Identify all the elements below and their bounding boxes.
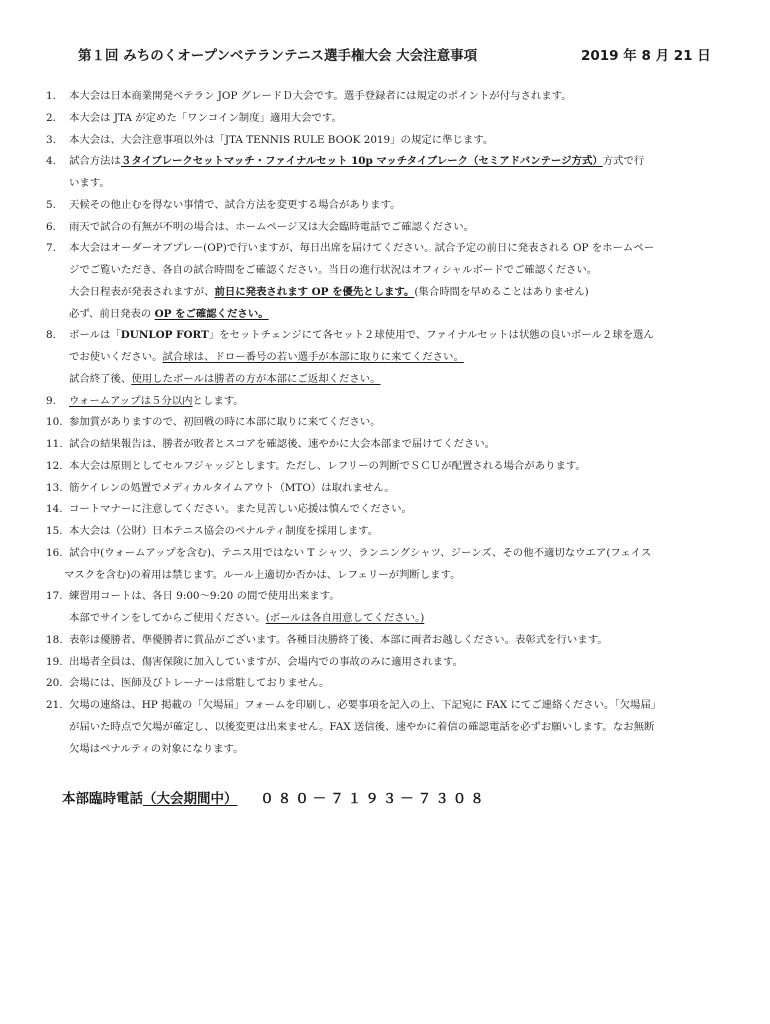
notice-text: 練習用コートは、各日 9:00～9:20 の間で使用出来ます。 <box>69 590 340 603</box>
notice-line <box>0 173 770 195</box>
notice-line <box>0 478 770 500</box>
notice-text: 試合の結果報告は、勝者が敗者とスコアを確認後、速やかに大会本部まで届けてください。 <box>69 438 496 450</box>
notice-text: 試合方法は <box>69 155 121 168</box>
notice-line <box>0 282 770 304</box>
notice-number: 11. <box>46 438 63 450</box>
notice-text: 本大会は（公財）日本テニス協会のペナルティ制度を採用します。 <box>69 525 379 537</box>
notice-line <box>0 130 770 152</box>
notice-item <box>0 325 770 390</box>
notice-text: が届いた時点で欠場が確定し、以後変更は出来ません。FAX 送信後、速やかに着信の確認電話を必ずお願いします。なお無断 <box>69 720 655 733</box>
notice-line <box>0 521 770 543</box>
hq-phone-label: 本部臨時電話 <box>62 791 143 807</box>
emphasized-text: 試合球は、ドロー番号の若い選手が本部に取りに来てください。 <box>162 351 464 363</box>
notice-line <box>0 434 770 456</box>
hq-phone-line <box>62 787 488 807</box>
notice-line <box>0 260 770 282</box>
notice-number: 19. <box>46 655 63 668</box>
notice-text: 雨天で試合の有無が不明の場合は、ホームページ又は大会臨時電話でご確認ください。 <box>69 220 475 233</box>
notice-text: 試合終了後、 <box>69 372 132 385</box>
notice-number: 17. <box>46 590 63 603</box>
notice-text: 方式で行 <box>602 155 645 168</box>
notice-item <box>0 695 770 760</box>
notice-number: 1. <box>46 90 56 102</box>
emphasized-text: DUNLOP FORT <box>120 329 209 342</box>
notice-text: ボールは「 <box>69 329 121 342</box>
emphasized-text: OP をご確認ください。 <box>154 307 269 320</box>
notice-line <box>0 412 770 434</box>
notice-number: 7. <box>46 242 56 255</box>
document-title: 第１回 みちのくオープンベテランテニス選手権大会 大会注意事項 <box>78 48 478 64</box>
notice-number: 4. <box>46 155 56 168</box>
notice-text: 参加賞がありますので、初回戦の時に本部に取りに来てください。 <box>69 416 381 429</box>
notice-item <box>0 543 770 587</box>
hq-phone-number: ０８０－７１９３－７３０８ <box>260 791 488 807</box>
notice-item <box>0 130 770 152</box>
notice-number: 12. <box>46 459 63 472</box>
notice-line <box>0 86 770 108</box>
notice-item <box>0 86 770 108</box>
notice-line <box>0 325 770 347</box>
notice-number: 20. <box>46 677 63 690</box>
notice-number: 8. <box>46 329 56 342</box>
notice-text: 天候その他止むを得ない事情で、試合方法を変更する場合があります。 <box>69 198 401 211</box>
notice-text: 」をセットチェンジにて各セット２球使用で、ファイナルセットは状態の良いボール２球を選ん <box>208 329 654 342</box>
notice-line <box>0 347 770 369</box>
notice-line <box>0 369 770 391</box>
page-header <box>78 44 738 66</box>
notice-line <box>0 304 770 326</box>
notice-text: 欠場はペナルティの対象になります。 <box>69 742 244 755</box>
notice-text: (集合時間を早めることはありません) <box>414 285 589 298</box>
notice-item <box>0 630 770 652</box>
notice-number: 21. <box>46 699 63 711</box>
notice-number: 3. <box>46 133 56 146</box>
notice-item <box>0 412 770 434</box>
notice-text: 本大会はオーダーオブプレー(OP)で行いますが、毎日出席を届けてください。試合予定の前日に発表される OP をホームペー <box>69 242 655 255</box>
notice-number: 9. <box>46 394 56 407</box>
notice-line <box>0 195 770 217</box>
notice-number: 15. <box>46 525 63 537</box>
notice-number: 10. <box>46 416 63 429</box>
notice-text: コートマナーに注意してください。また見苦しい応援は慎んでください。 <box>69 503 412 516</box>
notice-text: 試合中(ウォームアップを含む)、テニス用ではない T シャツ、ランニングシャツ、ジーンズ、その他不適切なウエア(フェイス <box>69 546 652 559</box>
notice-number: 13. <box>46 481 63 494</box>
notice-item <box>0 151 770 195</box>
notice-item <box>0 478 770 500</box>
notice-item <box>0 673 770 695</box>
notice-item <box>0 456 770 478</box>
emphasized-text: 前日に発表されます OP を優先とします。 <box>214 285 415 298</box>
notice-item <box>0 391 770 413</box>
emphasized-text: ウォームアップは５分以内 <box>69 394 193 407</box>
notice-line <box>0 456 770 478</box>
notice-text: 本大会は原則としてセルフジャッジとします。ただし、レフリーの判断でＳＣＵが配置される場合があります。 <box>69 459 586 472</box>
notice-number: 5. <box>46 198 56 211</box>
notice-text: 大会日程表が発表されますが、 <box>69 285 215 298</box>
notice-item <box>0 238 770 325</box>
notice-list <box>0 86 770 760</box>
notice-line <box>0 151 770 173</box>
notice-line <box>0 391 770 413</box>
notice-line <box>0 608 770 630</box>
notice-item <box>0 521 770 543</box>
notice-text: 出場者全員は、傷害保険に加入していますが、会場内での事故のみに適用されます。 <box>69 655 464 668</box>
emphasized-text: ３タイブレークセットマッチ・ファイナルセット 10p マッチタイブレーク（セミアドバンテージ方式） <box>120 155 603 168</box>
notice-line <box>0 565 770 587</box>
document-date: 2019 年 8 月 21 日 <box>581 48 711 64</box>
notice-line <box>0 695 770 717</box>
notice-line <box>0 630 770 652</box>
notice-item <box>0 652 770 674</box>
notice-text: 本大会は JTA が定めた「ワンコイン制度」適用大会です。 <box>69 111 342 124</box>
notice-text: とします。 <box>192 394 244 407</box>
notice-item <box>0 586 770 630</box>
notice-text: います。 <box>69 177 110 189</box>
emphasized-text: (ボールは各自用意してください。) <box>265 612 425 624</box>
hq-phone-period: （大会期間中） <box>143 791 238 807</box>
emphasized-text: 使用したボールは勝者の方が本部にご返却ください。 <box>131 372 381 385</box>
notice-number: 2. <box>46 111 56 124</box>
notice-item <box>0 434 770 456</box>
notice-item <box>0 195 770 217</box>
notice-text: ジでご覧いただき、各自の試合時間をご確認ください。当日の進行状況はオフィシャルボードでご確認ください。 <box>69 264 598 276</box>
notice-line <box>0 217 770 239</box>
notice-line <box>0 543 770 565</box>
notice-line <box>0 717 770 739</box>
notice-item <box>0 499 770 521</box>
notice-line <box>0 586 770 608</box>
notice-line <box>0 673 770 695</box>
notice-text: 本大会は日本商業開発ベテラン JOP グレードＤ大会です。選手登録者には規定のポイントが付与されます。 <box>69 90 572 102</box>
notice-line <box>0 499 770 521</box>
notice-line <box>0 238 770 260</box>
notice-text: 本部でサインをしてからご使用ください。 <box>69 612 266 624</box>
notice-number: 18. <box>46 633 63 646</box>
notice-text: 会場には、医師及びトレーナーは常駐しておりません。 <box>69 677 330 690</box>
notice-text: 筋ケイレンの処置でメディカルタイムアウト（MTO）は取れません。 <box>69 481 395 494</box>
notice-number: 14. <box>46 503 63 516</box>
notice-text: でお使いください。 <box>69 351 163 363</box>
notice-text: マスクを含む)の着用は禁じます。ルール上適切か否かは、レフェリーが判断します。 <box>64 568 461 581</box>
notice-text: 必ず、前日発表の <box>69 307 155 320</box>
notice-text: 本大会は、大会注意事項以外は「JTA TENNIS RULE BOOK 2019」の規定に準じます。 <box>69 133 494 146</box>
notice-item <box>0 217 770 239</box>
notice-line <box>0 108 770 130</box>
notice-item <box>0 108 770 130</box>
notice-line <box>0 652 770 674</box>
notice-line <box>0 739 770 761</box>
notice-number: 16. <box>46 546 63 559</box>
notice-text: 表彰は優勝者、準優勝者に賞品がございます。各種目決勝終了後、本部に両者お越しください。表彰式を行います。 <box>69 633 608 646</box>
notice-text: 欠場の連絡は、HP 掲載の「欠場届」フォームを印刷し、必要事項を記入の上、下記宛に FAX にてご連絡ください。「欠場届」 <box>69 699 662 711</box>
notice-number: 6. <box>46 220 56 233</box>
